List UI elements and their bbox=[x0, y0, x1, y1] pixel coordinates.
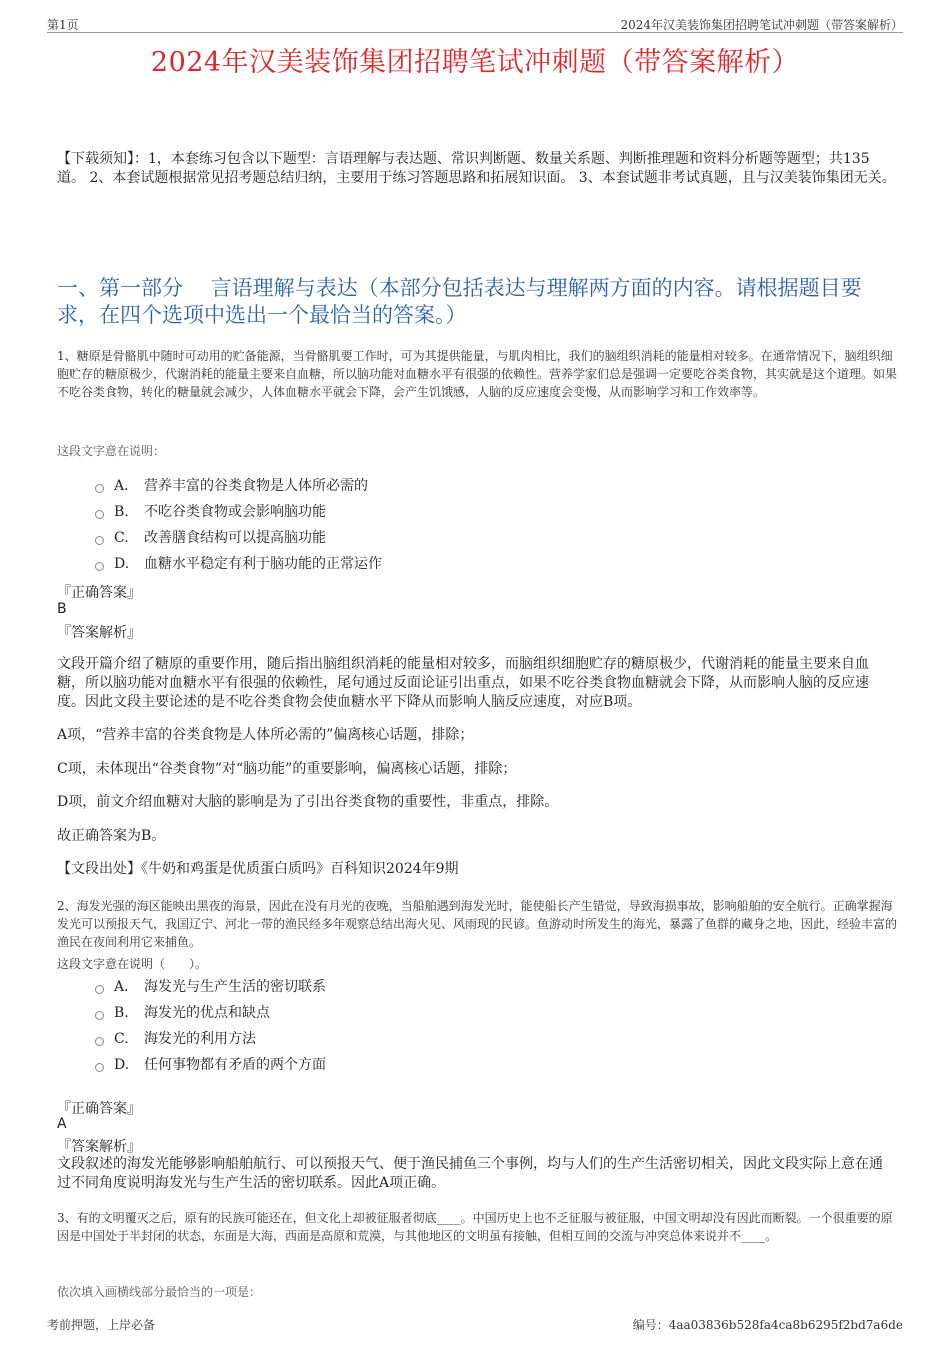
q1-option-c[interactable]: C. 改善膳食结构可以提高脑功能 bbox=[95, 525, 382, 551]
q2-option-a[interactable]: A． 海发光与生产生活的密切联系 bbox=[95, 974, 326, 1000]
q1-conclusion: 故正确答案为B。 bbox=[57, 828, 166, 844]
radio-icon[interactable] bbox=[95, 562, 104, 571]
q1-option-a[interactable]: A． 营养丰富的谷类食物是人体所必需的 bbox=[95, 473, 382, 499]
q2-option-d[interactable]: D. 任何事物都有矛盾的两个方面 bbox=[95, 1052, 326, 1078]
footer-slogan: 考前押题，上岸必备 bbox=[47, 1318, 156, 1332]
q1-option-b[interactable]: B. 不吃谷类食物或会影响脑功能 bbox=[95, 499, 382, 525]
radio-icon[interactable] bbox=[95, 484, 104, 493]
page-header bbox=[47, 14, 903, 33]
q2-options bbox=[95, 974, 326, 1078]
q3-question: 依次填入画横线部分最恰当的一项是： bbox=[57, 1285, 262, 1299]
q2-option-c[interactable]: C. 海发光的利用方法 bbox=[95, 1026, 326, 1052]
q2-answer-label: 『正确答案』 bbox=[57, 1101, 141, 1117]
q1-option-d[interactable]: D. 血糖水平稳定有利于脑功能的正常运作 bbox=[95, 551, 382, 577]
q2-analysis-label: 『答案解析』 bbox=[57, 1139, 141, 1155]
radio-icon[interactable] bbox=[95, 1063, 104, 1072]
q1-stem: 1、糖原是骨骼肌中随时可动用的贮备能源，当骨骼肌要工作时，可为其提供能量，与肌肉相比，我们的脑组织消耗的能量相对较多。在通常情况下，脑组织细胞贮存的糖原极少，代谢消耗的能量主要来自血糖，所以脑功能对血糖水平有很强的依赖性。营养学家们总是强调一定要吃谷类食物，其实就是这个道理。如果不吃谷类食物，转化的糖量就会减少，人体血糖水平就会下降，会产生饥饿感，人脑的反应速度会变慢，从而影响学习和工作效率等。 bbox=[57, 349, 898, 399]
q3-blank-1: ____ bbox=[436, 1211, 461, 1225]
q2-analysis: 文段叙述的海发光能够影响船舶航行、可以预报天气、便于渔民捕鱼三个事例，均与人们的生产生活密切相关，因此文段实际上意在通过不同角度说明海发光与生产生活的密切联系。因此A项正确。 bbox=[57, 1156, 883, 1191]
q1-analysis-label: 『答案解析』 bbox=[57, 625, 141, 641]
q2-question: 这段文字意在说明（ ）。 bbox=[57, 957, 208, 971]
q3-blank-2: ____ bbox=[741, 1229, 766, 1243]
q1-note-c: C项，未体现出“谷类食物”对“脑功能”的重要影响，偏离核心话题，排除； bbox=[57, 761, 517, 777]
q1-answer: B bbox=[57, 601, 67, 617]
q2-answer: A bbox=[57, 1116, 67, 1132]
q1-answer-label: 『正确答案』 bbox=[57, 585, 141, 601]
q2-stem: 2、海发光强的海区能映出黑夜的海景，因此在没有月光的夜晚，当船舶遇到海发光时，能使船长产生错觉，导致海损事故，影响船舶的安全航行。正确掌握海发光可以预报天气，我国辽宁、河北一带的渔民经多年观察总结出海火见、风雨现的民谚。鱼游动时所发生的海光，暴露了鱼群的藏身之地，因此，经验丰富的渔民在夜间利用它来捕鱼。 bbox=[57, 899, 898, 949]
q1-source: 【文段出处】《牛奶和鸡蛋是优质蛋白质吗》百科知识2024年9期 bbox=[57, 861, 459, 877]
q1-note-a: A项，“营养丰富的谷类食物是人体所必需的”偏离核心话题，排除； bbox=[57, 727, 474, 743]
section-heading: 一、第一部分 言语理解与表达（本部分包括表达与理解两方面的内容。请根据题目要求，在四个选项中选出一个最恰当的答案。） bbox=[57, 276, 862, 327]
q1-analysis: 文段开篇介绍了糖原的重要作用，随后指出脑组织消耗的能量相对较多，而脑组织细胞贮存的糖原极少，代谢消耗的能量主要来自血糖，所以脑功能对血糖水平有很强的依赖性，尾句通过反面论证引出重点，如果不吃谷类食物血糖就会下降，从而影响人脑的反应速度。因此文段主要论述的是不吃谷类食物会使血糖水平下降从而影响人脑反应速度，对应B项。 bbox=[57, 656, 869, 710]
radio-icon[interactable] bbox=[95, 1037, 104, 1046]
footer-id: 编号：4aa03836b528fa4ca8b6295f2bd7a6de bbox=[632, 1318, 903, 1332]
header-doc-title: 2024年汉美装饰集团招聘笔试冲刺题（带答案解析） bbox=[620, 18, 903, 32]
q1-question: 这段文字意在说明： bbox=[57, 444, 166, 458]
radio-icon[interactable] bbox=[95, 1011, 104, 1020]
q2-option-b[interactable]: B. 海发光的优点和缺点 bbox=[95, 1000, 326, 1026]
document-title: 2024年汉美装饰集团招聘笔试冲刺题（带答案解析） bbox=[150, 47, 800, 78]
radio-icon[interactable] bbox=[95, 510, 104, 519]
radio-icon[interactable] bbox=[95, 985, 104, 994]
q1-options bbox=[95, 473, 382, 577]
download-notice: 【下载须知】：1，本套练习包含以下题型：言语理解与表达题、常识判断题、数量关系题、判断推理题和资料分析题等题型；共135道。 2、本套试题根据常见招考题总结归纳，主要用于练习答题思路和拓展知识面。 3、本套试题非考试真题，且与汉美装饰集团无关。 bbox=[57, 151, 896, 186]
radio-icon[interactable] bbox=[95, 536, 104, 545]
q1-note-d: D项，前文介绍血糖对大脑的影响是为了引出谷类食物的重要性，非重点，排除。 bbox=[57, 794, 559, 810]
q3-stem: 3、有的文明覆灭之后，原有的民族可能还在，但文化上却被征服者彻底____。中国历史上也不乏征服与被征服，中国文明却没有因此而断裂。一个很重要的原因是中国处于半封闭的状态，东面是大海，西面是高原和荒漠，与其他地区的文明虽有接触，但相互间的交流与冲突总体来说并不____。 bbox=[57, 1211, 893, 1243]
page-number-label: 第1页 bbox=[47, 18, 79, 32]
